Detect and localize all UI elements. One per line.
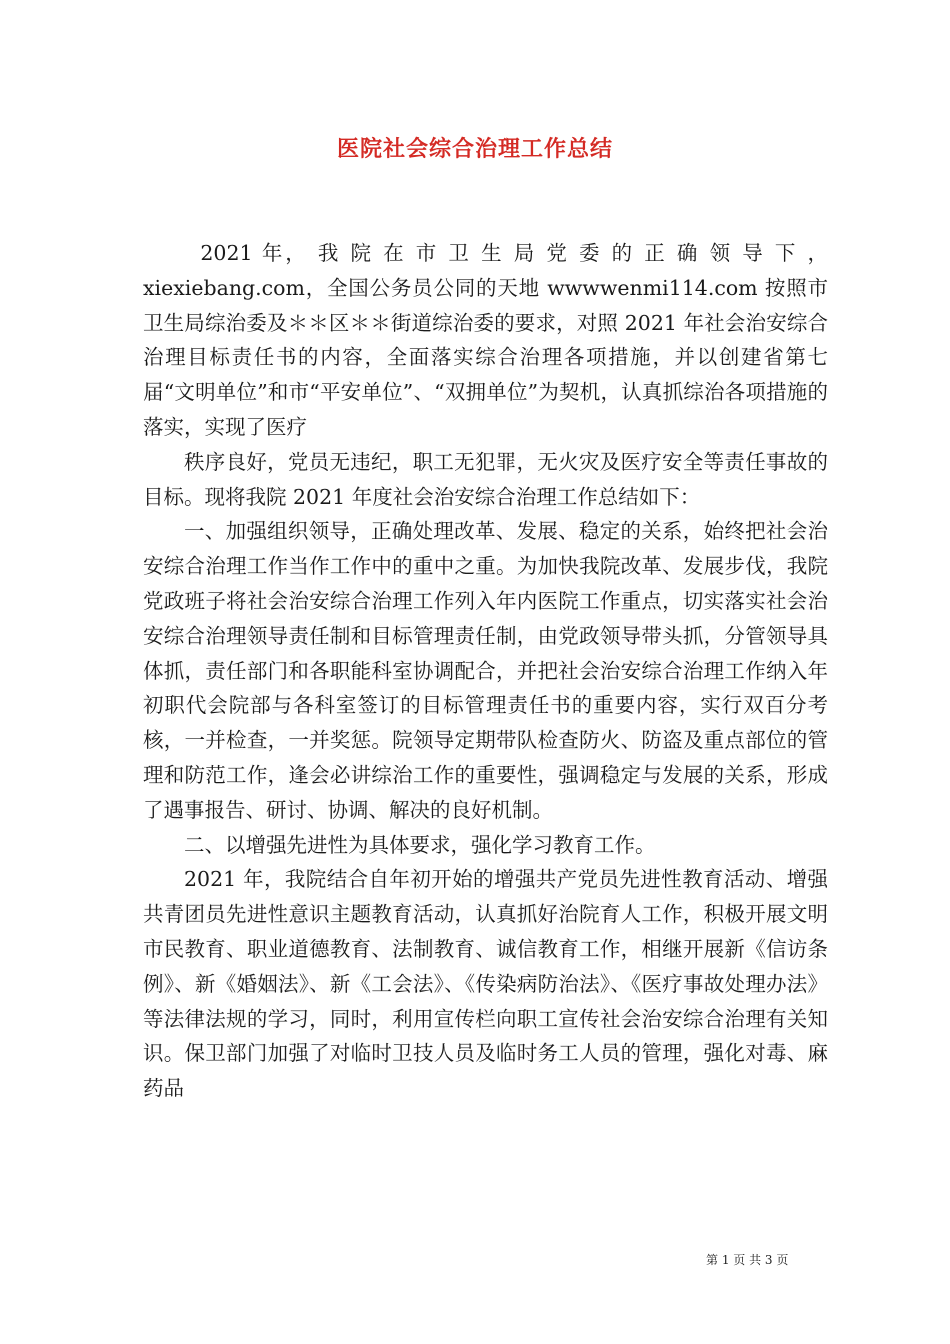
- page-number-footer: 第 1 页 共 3 页: [706, 1253, 789, 1267]
- document-body: [143, 236, 828, 1106]
- paragraph-section-two-body: 2021 年，我院结合自年初开始的增强共产党员先进性教育活动、增强共青团员先进性意识主题教育活动，认真抓好治院育人工作，积极开展文明市民教育、职业道德教育、法制教育、诚信教育工作，相继开展新《信访条例》、新《婚姻法》、新《工会法》、《传染病防治法》、《医疗事故处理办法》等法律法规的学习，同时，利用宣传栏向职工宣传社会治安综合治理有关知识。保卫部门加强了对临时卫技人员及临时务工人员的管理，强化对毒、麻药品: [143, 867, 828, 1101]
- paragraph-section-one: 一、加强组织领导，正确处理改革、发展、稳定的关系，始终把社会治安综合治理工作当作工作中的重中之重。为加快我院改革、发展步伐，我院党政班子将社会治安综合治理工作列入年内医院工作重点，切实落实社会治安综合治理领导责任制和目标管理责任制，由党政领导带头抓，分管领导具体抓，责任部门和各职能科室协调配合，并把社会治安综合治理工作纳入年初职代会院部与各科室签订的目标管理责任书的重要内容，实行双百分考核，一并检查，一并奖惩。院领导定期带队检查防火、防盗及重点部位的管理和防范工作，逢会必讲综治工作的重要性，强调稳定与发展的关系，形成了遇事报告、研讨、协调、解决的良好机制。: [143, 519, 828, 822]
- paragraph-section-two-heading: 二、以增强先进性为具体要求，强化学习教育工作。: [184, 832, 656, 857]
- paragraph-continuation: 秩序良好，党员无违纪，职工无犯罪，无火灾及医疗安全等责任事故的目标。现将我院 2021 年度社会治安综合治理工作总结如下：: [143, 449, 828, 509]
- document-title: 医院社会综合治理工作总结: [336, 137, 613, 162]
- paragraph-intro: 2021 年， 我 院 在 市 卫 生 局 党 委 的 正 确 领 导 下 ，xiexiebang.com，全国公务员公同的天地 wwwwenmi114.com 按照市卫生局综治委及＊＊区＊＊街道综治委的要求，对照 2021 年社会治安综合治理目标责任书的内容，全面落实综合治理各项措施，并以创建省第七届“文明单位”和市“平安单位”、“双拥单位”为契机，认真抓综治各项措施的落实，实现了医疗: [143, 241, 828, 439]
